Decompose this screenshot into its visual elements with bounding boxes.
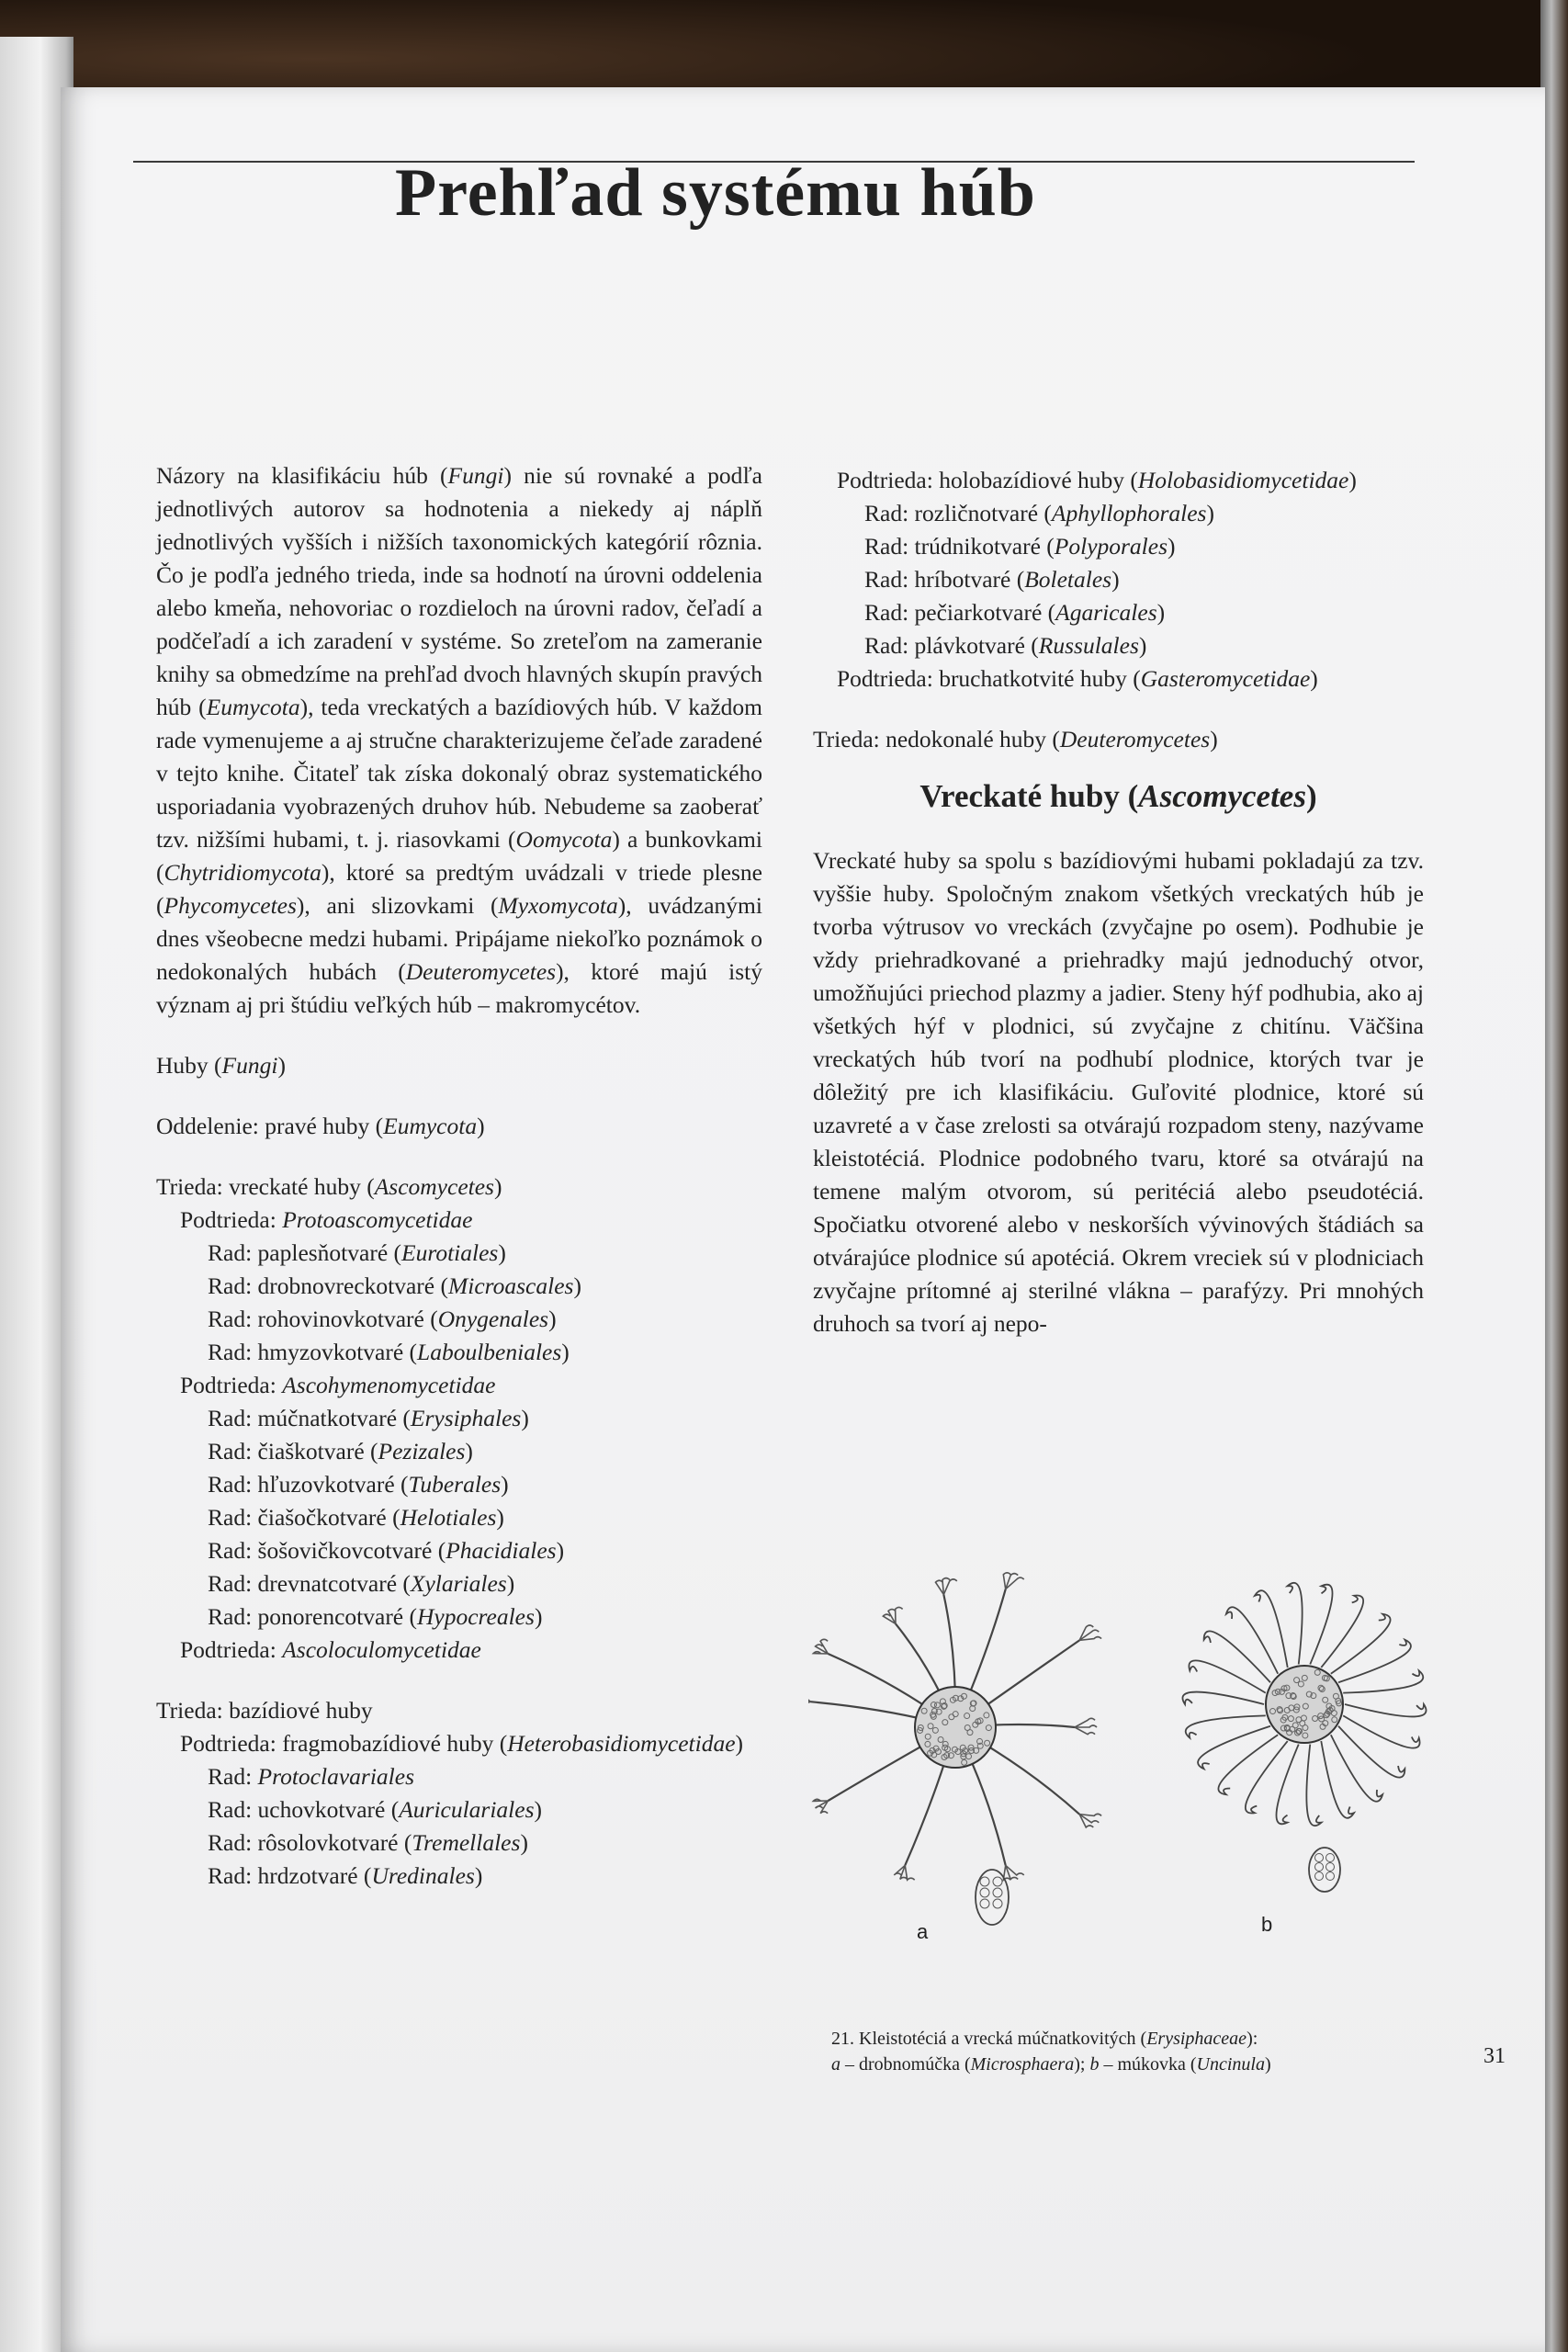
taxon-entry: Huby (Fungi) (156, 1052, 286, 1079)
section-body: Vreckaté huby sa spolu s bazídiovými hubami pokladajú za tzv. vyššie huby. Spoločným znakom všetkých vreckatých húb je tvorba výtrusov vo vreckách (zvyčajne po osem). Podhubie je vždy priehradkované a priehradky majú jednoduchý otvor, umožňujúci priechod plazmy a jadier. Steny hýf podhubia, ako aj všetkých hýf v plodnici, sú zvyčajne z chitínu. Väčšina vreckatých húb tvorí na podhubí plodnice, ktorých tvar je dôležitý pre ich klasifikáciu. Guľovité plodnice, ktoré sú uzavreté a v čase zrelosti sa otvárajú rozpadom steny, nazývame kleistotéciá. Plodnice podobného tvaru, ktoré sa otvárajú na temene malým otvorom, sú peritéciá alebo pseudotéciá. Spočiatku otvorené alebo v neskorších vývinových štádiách sa otvárajúce plodnice sú apotéciá. Okrem vreciek sú v plodniciach zvyčajne prítomné aj sterilné vlákna – parafýzy. Pri mnohých druhoch sa tvorí aj nepo- (813, 847, 1424, 1337)
taxon-entry: Rad: rohovinovkotvaré (Onygenales) (208, 1306, 557, 1332)
ascospore (1315, 1863, 1324, 1871)
hooked-appendage (1182, 1692, 1264, 1704)
hooked-appendage (1306, 1745, 1321, 1826)
list-gap (156, 1022, 762, 1049)
intro-text: Názory na klasifikáciu húb ( (156, 462, 448, 489)
taxon-entry: Rad: trúdnikotvaré (Polyporales) (864, 533, 1176, 560)
left-column (156, 459, 762, 1893)
hooked-appendage (1345, 1704, 1427, 1716)
taxon-entry: Podtrieda: holobazídiové huby (Holobasidiomycetidae) (837, 467, 1357, 493)
hooked-appendage (1255, 1590, 1288, 1668)
appendage-tip (1075, 1727, 1095, 1735)
figure-label-b: b (1261, 1913, 1273, 1936)
list-gap (813, 695, 1424, 723)
intro-text: ), uvádzanými dnes všeobecne medzi hubami. Pripájame niekoľko poznámok o nedokonalých hubách ( (156, 892, 762, 985)
ascospore (993, 1899, 1002, 1908)
figure-label-a: a (917, 1920, 929, 1943)
appendage-tip (942, 1578, 950, 1595)
intro-text: ) nie sú rovnaké a podľa jednotlivých autorov sa hodnotenia a niekedy aj náplň jednotlivých vyšších i nižších taxonomických kategórií rôznia. Čo je podľa jedného trieda, inde sa hodnotí na úrovni oddelenia alebo kmeňa, nehovoriac o rozdieloch na úrovni radov, čeľadí a podčeľadí a ich zaradení v systéme. So zreteľom na zameranie knihy sa obmedzíme na prehľad dvoch hlavných skupín pravých húb ( (156, 462, 762, 720)
hooked-appendage (1338, 1726, 1404, 1778)
taxon-entry: Rad: šošovičkovcotvaré (Phacidiales) (208, 1537, 565, 1564)
appendage-tip (813, 1799, 828, 1801)
appendage-tip (883, 1614, 896, 1623)
taxon-entry: Rad: paplesňotvaré (Eurotiales) (208, 1239, 506, 1266)
taxon-entry: Rad: rozličnotvaré (Aphyllophorales) (864, 500, 1214, 526)
taxon-entry: Podtrieda: Ascoloculomycetidae (180, 1636, 481, 1663)
list-gap (156, 1667, 762, 1694)
appendage-tip (808, 1690, 810, 1702)
section-title: Vreckaté huby (Ascomycetes) (919, 778, 1317, 814)
intro-paragraph (156, 459, 762, 1022)
hooked-appendage (1310, 1585, 1332, 1665)
taxon-entry: Rad: hrdzotvaré (Uredinales) (208, 1862, 483, 1889)
ascospore (993, 1877, 1002, 1886)
taxon-entry: Rad: drobnovreckotvaré (Microascales) (208, 1272, 581, 1299)
taxon-entry: Rad: čiašočkotvaré (Helotiales) (208, 1504, 504, 1531)
taxon-entry: Rad: drevnatcotvaré (Xylariales) (208, 1570, 515, 1597)
taxon-entry: Rad: hľuzovkotvaré (Tuberales) (208, 1471, 509, 1498)
intro-latin: Myxomycota (498, 892, 618, 919)
ascospore (1326, 1863, 1335, 1871)
taxon-entry: Podtrieda: bruchatkotvité huby (Gasteromycetidae) (837, 665, 1318, 692)
intro-latin: Phycomycetes (164, 892, 297, 919)
figure-kleistothecia (808, 1553, 1470, 1975)
ascospore (1315, 1872, 1324, 1881)
taxon-entry: Rad: Protoclavariales (208, 1763, 414, 1790)
taxon-entry: Rad: čiaškotvaré (Pezizales) (208, 1438, 473, 1464)
intro-text: ), ani slizovkami ( (296, 892, 499, 919)
intro-text: ), ktoré majú istý význam aj pri štúdiu veľkých húb – makromycétov. (156, 958, 763, 1018)
hooked-appendage (1343, 1670, 1423, 1692)
ascospore (980, 1877, 989, 1886)
ascospore (980, 1899, 989, 1908)
taxon-entry: Trieda: bazídiové huby (156, 1697, 373, 1724)
taxon-entry: Rad: rôsolovkotvaré (Tremellales) (208, 1829, 528, 1856)
right-column (813, 464, 1424, 1340)
intro-text: ), ktoré sa predtým uvádzali v triede plesne ( (156, 859, 762, 919)
list-gap (156, 1143, 762, 1170)
ascospore (980, 1888, 989, 1897)
intro-text: ), teda vreckatých a bazídiových húb. V každom rade vymenujeme a aj stručne charakterizujeme čeľade zaradené v tejto knihe. Čitateľ tak získa dokonalý obraz systematického usporiadania vyobrazených druhov húb. Nebudeme sa zaoberať tzv. nižšími hubami, t. j. riasovkami ( (156, 694, 762, 853)
hooked-appendage (1276, 1745, 1298, 1825)
appendage-tip (816, 1645, 829, 1654)
taxon-entry: Rad: ponorencotvaré (Hypocreales) (208, 1603, 543, 1630)
intro-latin: Chytridiomycota (164, 859, 321, 886)
intro-latin: Oomycota (515, 826, 613, 853)
intro-latin: Deuteromycetes (405, 958, 557, 985)
intro-latin: Eumycota (206, 694, 300, 720)
taxon-entry: Rad: hríbotvaré (Boletales) (864, 566, 1120, 593)
hooked-appendage (1321, 1741, 1354, 1818)
hooked-appendage (1246, 1741, 1288, 1813)
appendage-tip (943, 1579, 956, 1595)
ascospore (1315, 1854, 1324, 1862)
appendage-tip (896, 1607, 903, 1623)
list-gap (156, 1082, 762, 1110)
taxon-entry: Podtrieda: Ascohymenomycetidae (180, 1372, 496, 1398)
taxonomy-list-left (156, 1022, 762, 1893)
taxon-entry: Rad: pečiarkotvaré (Agaricales) (864, 599, 1166, 626)
figure-caption: 21. Kleistotéciá a vrecká múčnatkovitých (Erysiphaceae): a – drobnomúčka (Microsphaera); b – múkovka (Uncinula) (831, 2029, 1271, 2075)
taxon-entry: Rad: múčnatkotvaré (Erysiphales) (208, 1405, 529, 1431)
intro-text: ) a bunkovkami ( (156, 826, 762, 886)
taxon-entry: Trieda: nedokonalé huby (Deuteromycetes) (813, 726, 1218, 752)
hooked-appendage (1287, 1583, 1302, 1665)
taxon-entry: Rad: plávkotvaré (Russulales) (864, 632, 1147, 659)
ascospore (1326, 1872, 1335, 1881)
taxon-entry: Rad: uchovkotvaré (Auriculariales) (208, 1796, 543, 1823)
ascus-a (976, 1870, 1009, 1925)
hooked-appendage (1204, 1631, 1270, 1682)
ascospore (993, 1888, 1002, 1897)
page-number: 31 (1483, 2044, 1506, 2068)
taxon-entry: Podtrieda: Protoascomycetidae (180, 1206, 473, 1233)
taxon-entry: Trieda: vreckaté huby (Ascomycetes) (156, 1173, 502, 1200)
hooked-appendage (1321, 1595, 1363, 1667)
taxon-entry: Rad: hmyzovkotvaré (Laboulbeniales) (208, 1339, 570, 1365)
hooked-appendage (1186, 1715, 1266, 1737)
page-title: Prehľad systému húb (395, 155, 1036, 231)
taxon-entry: Oddelenie: pravé huby (Eumycota) (156, 1113, 485, 1139)
taxon-entry: Podtrieda: fragmobazídiové huby (Heterobasidiomycetidae) (180, 1730, 744, 1757)
intro-latin: Fungi (447, 462, 504, 489)
ascospore (1326, 1854, 1335, 1862)
taxonomy-list-right (813, 464, 1424, 756)
kleistothecia-illustration (808, 1553, 1470, 1975)
ascus-b (1309, 1848, 1340, 1892)
appendage-tip (808, 1702, 810, 1706)
appendage-tip (1079, 1814, 1101, 1815)
